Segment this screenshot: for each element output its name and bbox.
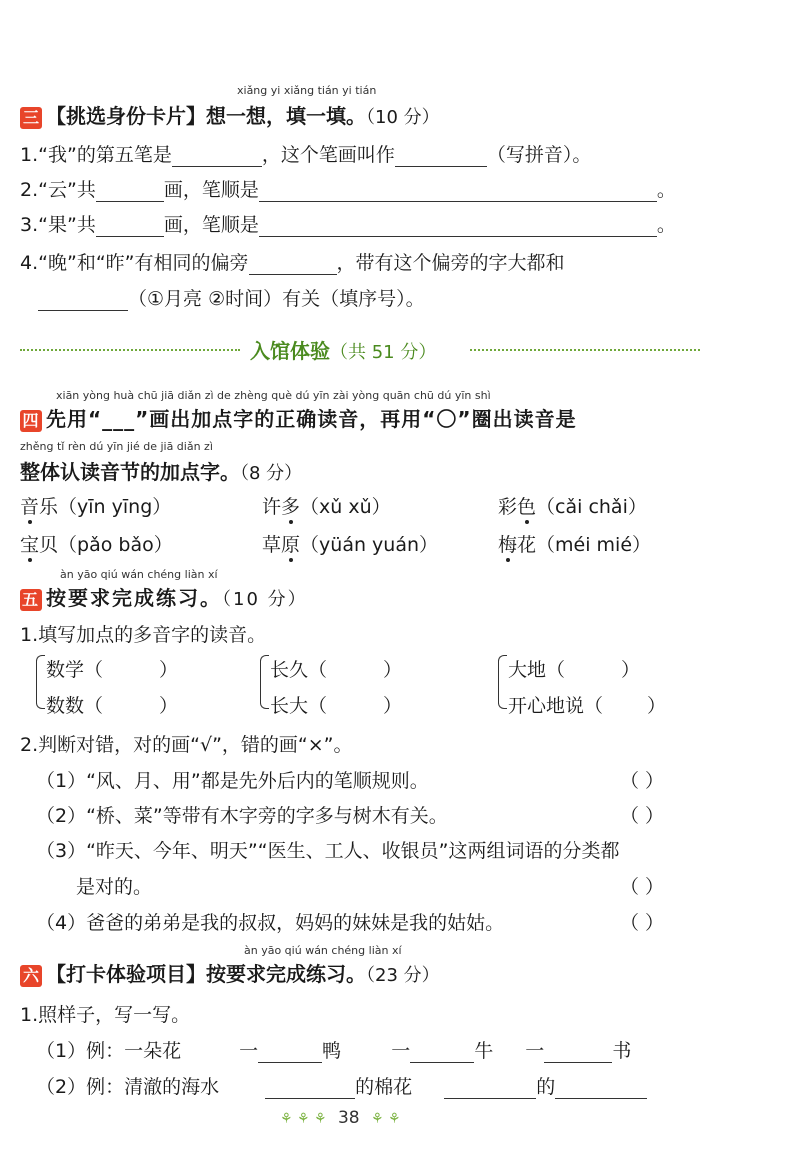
close-paren: ） [647,695,667,717]
judge-item-1: （1）“风、月、用”都是先外后内的笔顺规则。 [36,770,429,792]
q3-text-c: 。 [656,214,676,236]
pinyin-options[interactable]: （yīn yīng） [58,496,172,518]
page-number: 38 [337,1108,360,1128]
pinyin-options[interactable]: （cǎi chǎi） [536,496,647,518]
answer-blank[interactable] [259,218,657,237]
sec6-title: 【打卡体验项目】按要求完成练习。 [46,962,366,986]
judge-answer-1[interactable]: （ ） [620,770,665,792]
banner-score: （共 51 分） [330,342,437,363]
example-2-text: （2）例：清澈的海水 [36,1076,220,1098]
answer-blank[interactable] [172,148,262,167]
sprout-icon: ⚘ ⚘ [371,1111,401,1127]
sprout-icon: ⚘ ⚘ ⚘ [280,1111,327,1127]
example-1-text: （1）例：一朵花 [36,1040,182,1062]
sec3-q4 [20,248,565,275]
q4-text-a: 4.“晚”和“昨”有相同的偏旁 [20,252,249,274]
sec5-pinyin: àn yāo qiú wán chéng liàn xí [60,568,218,581]
noun: 书 [612,1040,632,1062]
judge-item-3-cont: 是对的。 [76,876,153,898]
word-item [20,530,173,557]
section-number-badge: 三 [20,107,42,129]
word-item [262,492,391,519]
q2-text-b: 画，笔顺是 [163,179,259,201]
brace [260,655,269,709]
section-number-badge: 五 [21,589,40,609]
dotted-char: 原 [281,534,301,556]
judge-item-4: （4）爸爸的弟弟是我的叔叔，妈妈的妹妹是我的姑姑。 [36,912,505,934]
q2-text-c: 。 [656,179,676,201]
q1-text-a: 1.“我”的第五笔是 [20,144,172,166]
judge-answer-2[interactable]: （ ） [620,805,665,827]
close-paren: ） [621,659,641,681]
char: 贝 [39,534,59,556]
sec5-q1: 1.填写加点的多音字的读音。 [20,624,267,646]
q3-text-b: 画，笔顺是 [163,214,259,236]
noun: 鸭 [322,1040,342,1062]
judge-answer-4[interactable]: （ ） [620,912,665,934]
sec6-heading [20,958,440,987]
word-item [262,530,438,557]
answer-blank[interactable] [38,292,128,311]
dotted-char: 多 [281,496,301,518]
dotted-char: 梅 [498,534,518,556]
polyphone-group-1 [36,655,179,717]
q4-text-c: （①月亮 ②时间）有关（填序号）。 [128,288,425,310]
q3-text-a: 3.“果”共 [20,214,96,236]
sec5-q2: 2.判断对错，对的画“√”，错的画“×”。 [20,734,353,756]
example-2 [36,1072,647,1099]
measure-word: 一 [391,1040,411,1062]
dotted-char: 宝 [20,534,40,556]
sec4-heading [20,403,577,432]
brace [36,655,45,709]
q1-text-c: （写拼音）。 [486,144,592,166]
polyphone-group-2 [260,655,403,717]
word: 开心地说（ [508,695,604,717]
char: 乐 [39,496,59,518]
sec4-title-2: 整体认读音节的加点字。 [20,460,240,484]
section-banner [20,335,700,365]
sec3-q2 [20,175,676,202]
close-paren: ） [159,659,179,681]
section-number-badge: 六 [20,965,42,987]
sec3-q1 [20,140,591,167]
q4-text-b: ，带有这个偏旁的字大都和 [336,252,565,274]
group-row [508,691,666,718]
word-item [20,492,171,519]
answer-blank[interactable] [258,1044,322,1063]
sec5-title: 按要求完成练习。 [46,586,222,610]
answer-blank[interactable] [555,1080,647,1099]
banner-title [250,335,436,364]
group-row [46,691,178,718]
example-1 [36,1036,631,1063]
answer-blank[interactable] [395,148,487,167]
pinyin-options[interactable]: （méi mié） [536,534,652,556]
sec5-score: （10 分） [222,589,308,610]
char: 彩 [498,496,518,518]
word: 长大（ [270,695,328,717]
answer-blank[interactable] [249,256,337,275]
dotted-char: 音 [20,496,40,518]
sec3-q4-cont [20,284,425,311]
close-paren: ） [383,695,403,717]
judge-item-2: （2）“桥、菜”等带有木字旁的字多与树木有关。 [36,805,448,827]
sec3-title: 【挑选身份卡片】想一想，填一填。 [46,104,366,128]
word: 数数（ [46,695,104,717]
word: 大地（ [508,659,566,681]
close-paren: ） [383,659,403,681]
group-row [270,655,402,682]
sec3-heading [20,100,440,129]
sec3-score: （10 分） [366,107,440,128]
group-row [46,655,178,682]
answer-blank[interactable] [96,183,164,202]
q2-text-a: 2.“云”共 [20,179,96,201]
sec6-score: （23 分） [366,965,440,986]
answer-blank[interactable] [410,1044,474,1063]
sec4-score: （8 分） [240,463,303,484]
brace [498,655,507,709]
sec4-pinyin-2: zhěng tǐ rèn dú yīn jié de jiā diǎn zì [20,440,213,453]
char: 草 [262,534,282,556]
word-item [498,492,647,519]
pinyin-options[interactable]: （xǔ xǔ） [300,496,391,518]
sec4-title-1: 先用“___”画出加点字的正确读音，再用“〇”圈出读音是 [46,407,577,431]
dotted-char: 色 [517,496,537,518]
section-number-badge: 四 [20,410,42,432]
phrase-suffix: 的棉花 [355,1076,413,1098]
answer-blank[interactable] [265,1080,355,1099]
sec6-pinyin: àn yāo qiú wán chéng liàn xí [244,944,402,957]
answer-blank[interactable] [259,183,657,202]
judge-item-3: （3）“昨天、今年、明天”“医生、工人、收银员”这两组词语的分类都 [36,840,620,862]
banner-line-left [20,349,240,351]
sec3-q3 [20,210,676,237]
word: 长久（ [270,659,328,681]
measure-word: 一 [239,1040,259,1062]
sec3-pinyin: xiǎng yi xiǎng tián yi tián [237,84,377,97]
answer-blank[interactable] [96,218,164,237]
close-paren: ） [159,695,179,717]
judge-answer-3[interactable]: （ ） [620,876,665,898]
group-row [508,655,640,682]
page-footer [280,1108,401,1128]
sec4-pinyin-1: xiān yòng huà chū jiā diǎn zì de zhèng què dú yīn zài yòng quān chū dú yīn shì [56,389,491,402]
group-row [270,691,402,718]
char: 花 [517,534,537,556]
char: 许 [262,496,282,518]
word: 数学（ [46,659,104,681]
pinyin-options[interactable]: （yüán yuán） [300,534,439,556]
sec5-heading [20,582,308,611]
noun: 牛 [474,1040,494,1062]
measure-word: 一 [525,1040,545,1062]
banner-line-right [470,349,700,351]
sec6-q1: 1.照样子，写一写。 [20,1004,191,1026]
answer-blank[interactable] [444,1080,536,1099]
sec4-heading-2 [20,456,302,485]
phrase-suffix: 的 [536,1076,556,1098]
q1-text-b: ，这个笔画叫作 [261,144,395,166]
banner-title-text: 入馆体验 [250,339,330,363]
pinyin-options[interactable]: （pǎo bǎo） [58,534,173,556]
answer-blank[interactable] [544,1044,612,1063]
word-item [498,530,651,557]
polyphone-group-3 [498,655,667,717]
